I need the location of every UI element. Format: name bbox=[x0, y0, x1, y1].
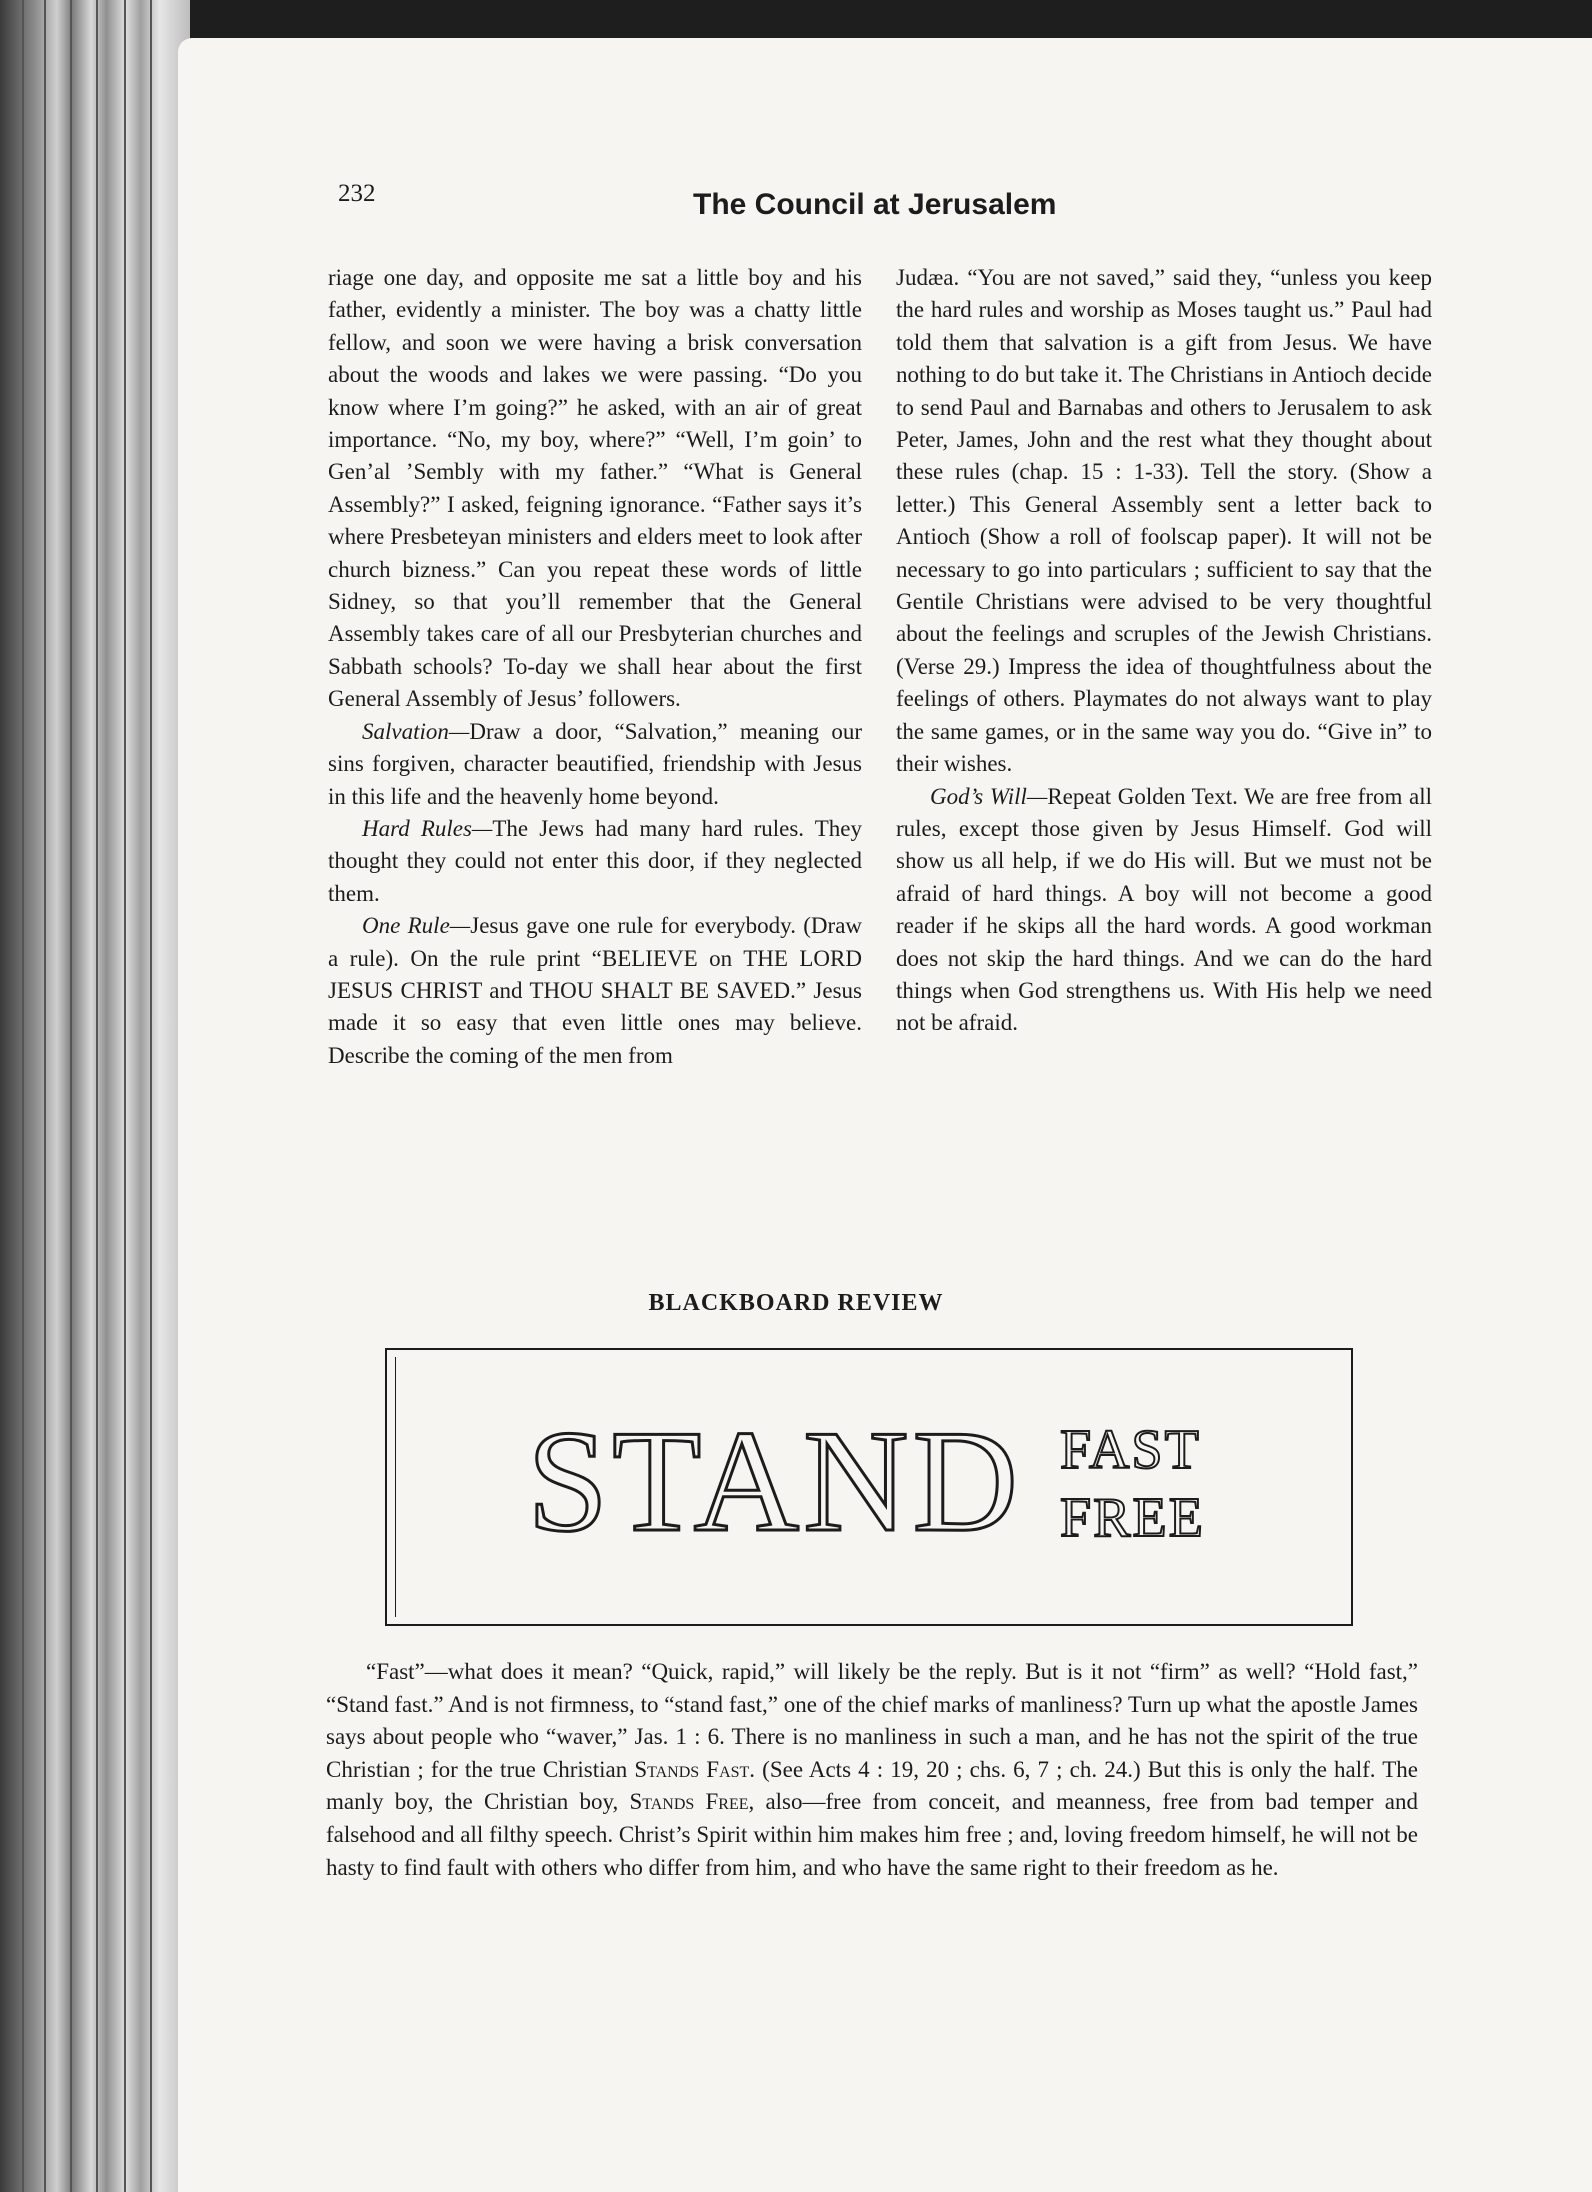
paragraph-lead: Salvation— bbox=[362, 718, 470, 744]
review-text: (See Acts 4 : 19, 20 ; chs. 6, 7 ; ch. 24.) But this is only the half. The manly boy, the Christian boy, bbox=[326, 1756, 1418, 1815]
review-small-caps: Stands Fast. bbox=[634, 1756, 756, 1782]
paragraph-lead: Hard Rules— bbox=[362, 815, 493, 841]
paragraph bbox=[328, 910, 862, 1072]
paragraph bbox=[328, 813, 862, 910]
paragraph-text: Draw a door, “Salvation,” meaning our sins forgiven, character beautified, friendship with Jesus in this life and the heavenly home beyond. bbox=[328, 718, 862, 809]
blackboard-review-box bbox=[385, 1348, 1353, 1626]
paragraph-text: The Jews had many hard rules. They thought they could not enter this door, if they neglected them. bbox=[328, 815, 862, 906]
review-paragraph bbox=[326, 1656, 1418, 1884]
book-page-edges bbox=[0, 0, 190, 2192]
review-big-word: STAND bbox=[527, 1400, 1022, 1562]
review-word-bottom: FREE bbox=[1060, 1487, 1205, 1549]
left-column bbox=[328, 262, 862, 1072]
paragraph: Judæa. “You are not saved,” said they, “unless you keep the hard rules and worship as Moses taught us.” Paul had told them that salvation is a gift from Jesus. We have nothing to do but take it. The Christians in Antioch decide to send Paul and Barnabas and others to Jerusalem to ask Peter, James, John and the rest what they thought about these rules (chap. 15 : 1-33). Tell the story. (Show a letter.) This General Assembly sent a letter back to Antioch (Show a roll of foolscap paper). It will not be necessary to go into particulars ; sufficient to say that the Gentile Christians were advised to be very thoughtful about the feelings and scruples of the Jewish Christians. (Verse 29.) Impress the idea of thoughtfulness about the feelings of others. Playmates do not always want to play the same games, or in the same way you do. “Give in” to their wishes. bbox=[896, 265, 1432, 777]
paragraph bbox=[328, 716, 862, 813]
paragraph-lead: God’s Will— bbox=[930, 783, 1048, 809]
paragraph bbox=[896, 781, 1432, 1040]
paragraph: riage one day, and opposite me sat a little boy and his father, evidently a minister. The boy was a chatty little fellow, and soon we were having a brisk conversation about the woods and lakes we were passing. “Do you know where I’m going?” he asked, with an air of great importance. “No, my boy, where?” “Well, I’m goin’ to Gen’al ’Sembly with my father.” “What is General Assembly?” I asked, feigning ignorance. “Father says it’s where Presbeteyan ministers and elders meet to look after church bizness.” Can you repeat these words of little Sidney, so that you’ll remember that the General Assembly takes care of all our Presbyterian churches and Sabbath schools? To-day we shall hear about the first General Assembly of Jesus’ followers. bbox=[328, 265, 862, 712]
paragraph-text: Jesus gave one rule for everybody. (Draw a rule). On the rule print “BELIEVE on THE LORD JESUS CHRIST and THOU SHALT BE SAVED.” Jesus made it so easy that even little ones may believe. Describe the coming of the men from bbox=[328, 913, 863, 1068]
paragraph-lead: One Rule— bbox=[362, 913, 471, 939]
scan-top-border bbox=[0, 0, 1592, 40]
review-word-top: FAST bbox=[1060, 1419, 1201, 1481]
review-text: “Fast”—what does it mean? “Quick, rapid,” will likely be the reply. But is it not “firm” as well? “Hold fast,” “Stand fast.” And is not firmness, to “stand fast,” one of the chief marks of manliness? Turn up what the apostle James says about people who “waver,” Jas. 1 : 6. There is no manliness in such a man, and he has not the spirit of the true Christian ; for the true Christian bbox=[326, 1659, 1418, 1782]
review-small-caps: Stands Free, bbox=[629, 1789, 755, 1815]
review-text: also—free from conceit, and meanness, free from bad temper and falsehood and all filthy speech. Christ’s Spirit within him makes him free ; and, loving freedom himself, he will not be hasty to find fault with others who differ from him, and who have the same right to their freedom as he. bbox=[326, 1789, 1418, 1880]
running-title: The Council at Jerusalem bbox=[693, 188, 1057, 221]
right-column bbox=[896, 262, 1432, 1040]
paragraph-text: Repeat Golden Text. We are free from all rules, except those given by Jesus Himself. God will show us all help, if we do His will. But we must not be afraid of hard things. A boy will not become a good reader if he skips all the hard words. A good workman does not skip the hard things. And we can do the hard things when God strengthens us. With His help we need not be afraid. bbox=[896, 783, 1432, 1036]
section-heading: BLACKBOARD REVIEW bbox=[648, 1290, 944, 1316]
page-number: 232 bbox=[338, 180, 376, 207]
